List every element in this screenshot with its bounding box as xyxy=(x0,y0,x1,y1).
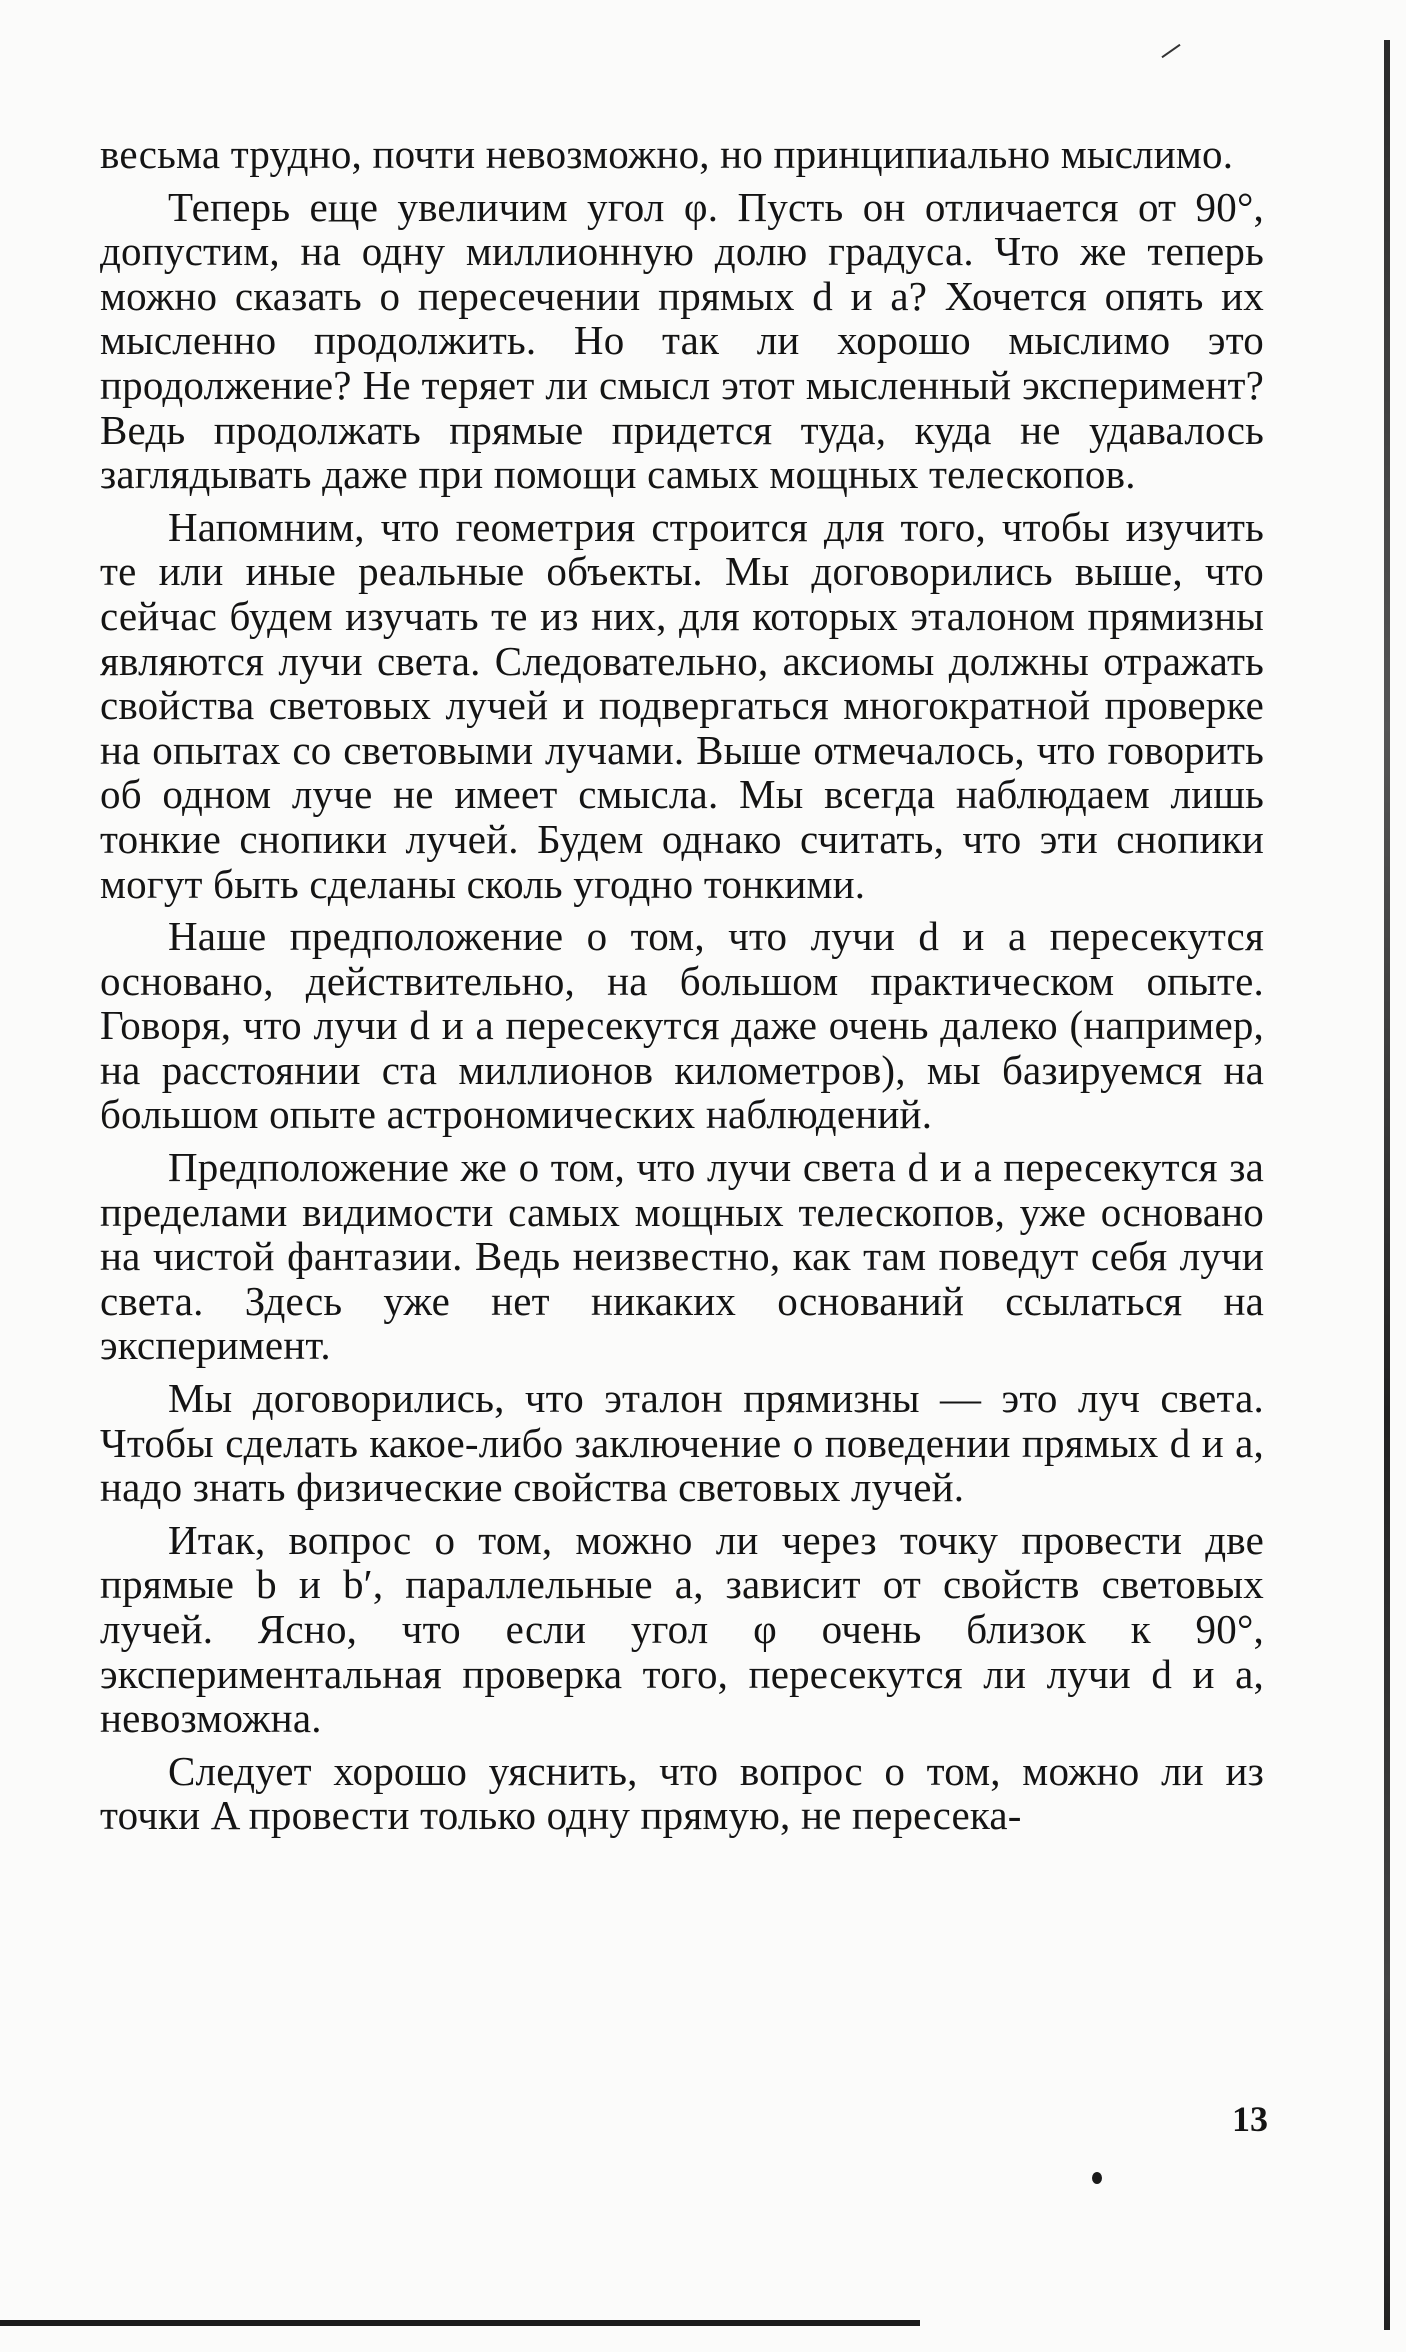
page-bottom-edge xyxy=(0,2320,920,2326)
paragraph-4: Наше предположение о том, что лучи d и a пересекутся основано, действительно, на большом практическом опыте. Говоря, что лучи d и a пересекутся даже очень далеко (например, на расстоянии ста миллионов километров), мы базируемся на большом опыте астрономических наблюдений. xyxy=(100,913,1264,1138)
paragraph-3: Напомним, что геометрия строится для того, чтобы изучить те или иные реальные объекты. Мы договорились выше, что сейчас будем изучать те из них, для которых эталоном прямизны являются лучи света. Следовательно, аксиомы должны отражать свойства световых лучей и подвергаться многократной проверке на опытах со световыми лучами. Выше отмечалось, что говорить об одном луче не имеет смысла. Мы всегда наблюдаем лишь тонкие снопики лучей. Будем однако считать, что эти снопики могут быть сделаны сколь угодно тонкими. xyxy=(100,503,1264,907)
ink-dot xyxy=(1092,2172,1102,2184)
paragraph-2: Теперь еще увеличим угол φ. Пусть он отличается от 90°, допустим, на одну миллионную долю градуса. Что же теперь можно сказать о пересечении прямых d и a? Хочется опять их мысленно продолжить. Но так ли хорошо мыслимо это продолжение? Не теряет ли смысл этот мысленный эксперимент? Ведь продолжать прямые придется туда, куда не удавалось заглядывать даже при помощи самых мощных телескопов. xyxy=(100,183,1264,498)
paragraph-7: Итак, вопрос о том, можно ли через точку провести две прямые b и b′, параллельные a, зависит от свойств световых лучей. Ясно, что если угол φ очень близок к 90°, экспериментальная проверка того, пересекутся ли лучи d и a, невозможна. xyxy=(100,1516,1264,1742)
paragraph-1: весьма трудно, почти невозможно, но принципиально мыслимо. xyxy=(100,131,1234,177)
page-binding-edge xyxy=(1384,40,1390,2330)
paragraph-6: Мы договорились, что эталон прямизны — это луч света. Чтобы сделать какое-либо заключение о поведении прямых d и a, надо знать физические свойства световых лучей. xyxy=(100,1375,1264,1511)
paragraph-5: Предположение же о том, что лучи света d и a пересекутся за пределами видимости самых мощных телескопов, уже основано на чистой фантазии. Ведь неизвестно, как там поведут себя лучи света. Здесь уже нет никаких оснований ссылаться на эксперимент. xyxy=(100,1144,1264,1369)
ink-tick-mark xyxy=(1161,44,1180,58)
body-text xyxy=(100,132,1264,1846)
page-number: 13 xyxy=(1232,2099,1268,2139)
paragraph-8: Следует хорошо уяснить, что вопрос о том, можно ли из точки A провести только одну прямую, не пересека- xyxy=(100,1747,1264,1839)
